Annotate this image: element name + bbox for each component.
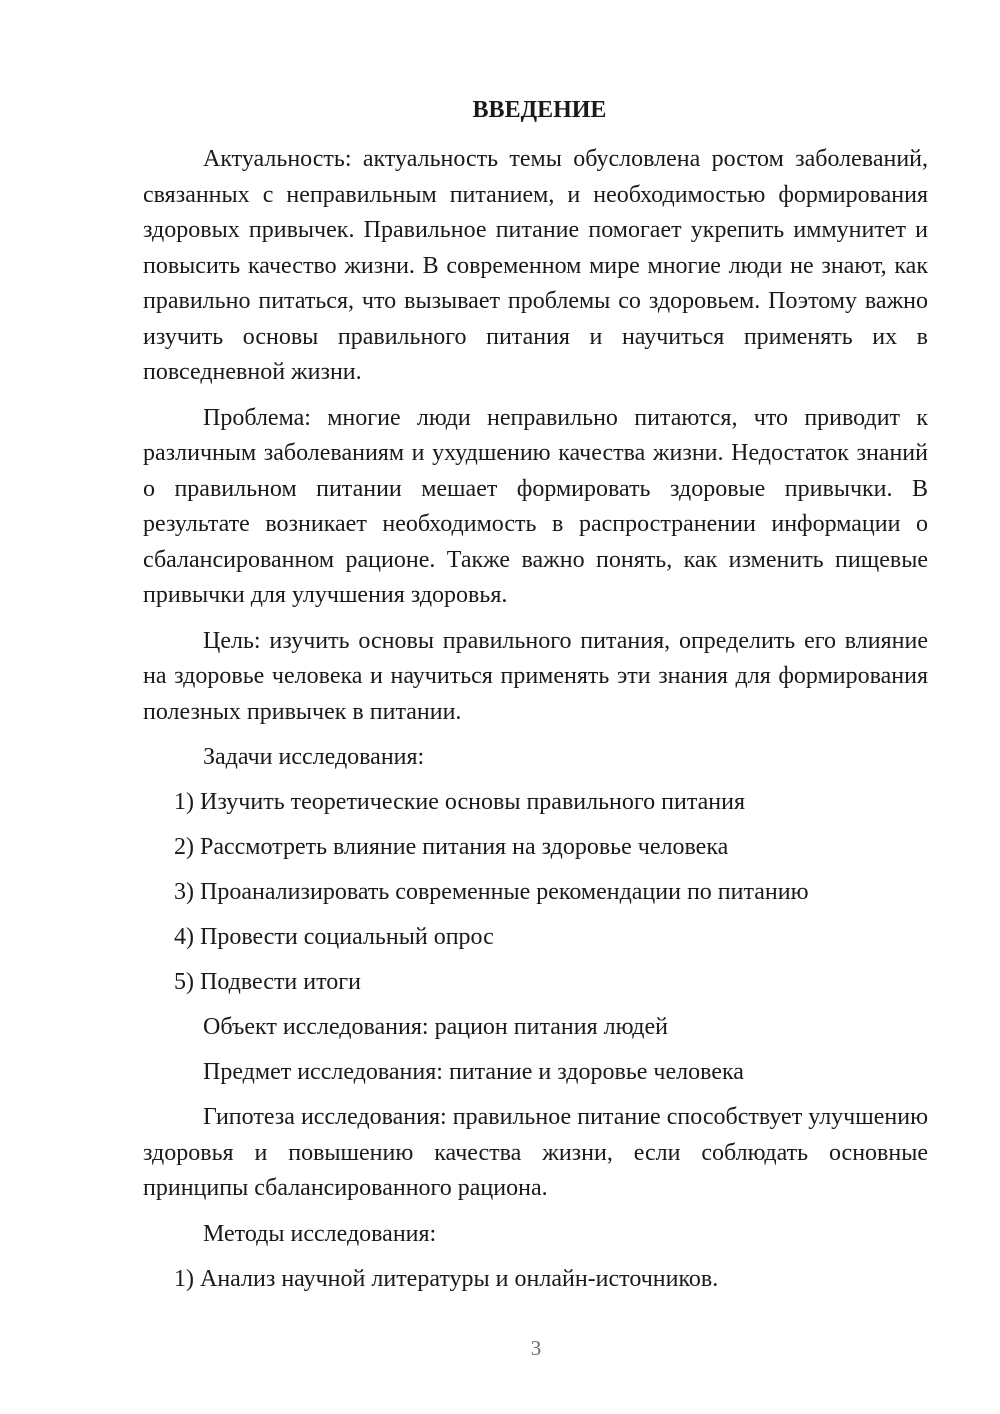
paragraph-relevance: Актуальность: актуальность темы обусловлена ростом заболеваний, связанных с неправильным питанием, и необходимостью формирования здоровых привычек. Правильное питание помогает укрепить иммунитет и повысить качество жизни. В современном мире многие люди не знают, как правильно питаться, что вызывает проблемы со здоровьем. Поэтому важно изучить основы правильного питания и научиться применять их в повседневной жизни.	[143, 146, 928, 385]
task-item-2: 2) Рассмотреть влияние питания на здоровье человека	[174, 834, 729, 860]
section-title: ВВЕДЕНИЕ	[472, 97, 607, 123]
document-body	[143, 92, 928, 1307]
method-item-1: 1) Анализ научной литературы и онлайн-источников.	[174, 1265, 719, 1292]
task-item-3: 3) Проанализировать современные рекомендации по питанию	[174, 879, 809, 905]
task-item-5: 5) Подвести итоги	[174, 969, 361, 995]
research-subject: Предмет исследования: питание и здоровье человека	[203, 1059, 744, 1085]
task-item-4: 4) Провести социальный опрос	[174, 924, 494, 950]
paragraph-hypothesis: Гипотеза исследования: правильное питание способствует улучшению здоровья и повышению качества жизни, если соблюдать основные принципы сбалансированного рациона.	[143, 1104, 928, 1201]
task-item-1: 1) Изучить теоретические основы правильного питания	[174, 789, 745, 815]
methods-heading: Методы исследования:	[203, 1220, 437, 1247]
paragraph-goal: Цель: изучить основы правильного питания, определить его влияние на здоровье человека и научиться применять эти знания для формирования полезных привычек в питании.	[143, 627, 928, 725]
research-object: Объект исследования: рацион питания людей	[203, 1014, 668, 1040]
paragraph-problem: Проблема: многие люди неправильно питаются, что приводит к различным заболеваниям и ухудшению качества жизни. Недостаток знаний о правильном питании мешает формировать здоровые привычки. В результате возникает необходимость в распространении информации о сбалансированном рационе. Также важно понять, как изменить пищевые привычки для улучшения здоровья.	[143, 404, 928, 608]
tasks-heading: Задачи исследования:	[203, 744, 425, 770]
page-number: 3	[530, 1336, 542, 1360]
